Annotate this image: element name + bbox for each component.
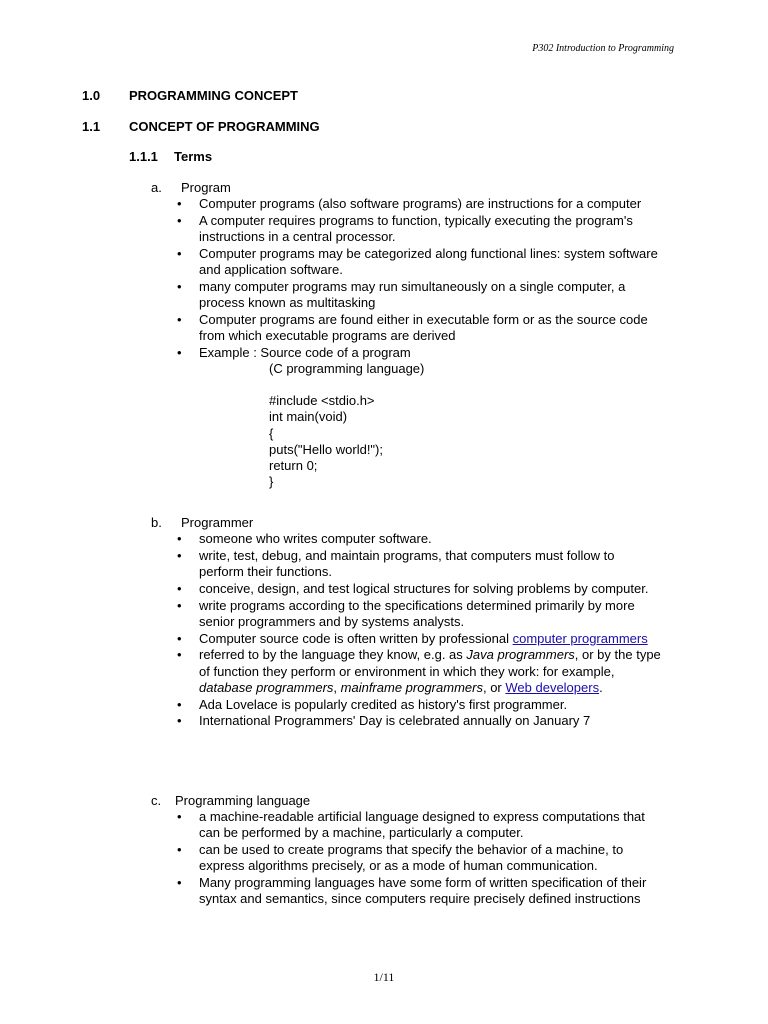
heading-2-text: CONCEPT OF PROGRAMMING: [129, 119, 320, 134]
section-title: Programming language: [175, 793, 311, 808]
heading-2: [82, 119, 482, 135]
bullet-list: [175, 531, 661, 730]
web-developers-link[interactable]: Web developers: [505, 679, 600, 695]
heading-3-number: 1.1.1: [129, 149, 158, 164]
code-line: #include <stdio.h>: [269, 393, 375, 409]
list-item-text: Computer source code is often written by professional: [199, 630, 513, 646]
list-item: • conceive, design, and test logical structures for solving problems by computer.: [175, 581, 661, 597]
bullet-list: [175, 196, 661, 491]
section-title: Program: [181, 180, 231, 195]
heading-1-text: PROGRAMMING CONCEPT: [129, 88, 298, 103]
bullet-list: [175, 809, 661, 908]
list-item-text: ,: [333, 679, 341, 695]
running-header: P302 Introduction to Programming: [532, 43, 674, 54]
list-item: • a machine-readable artificial language designed to express computations that can be performed by a machine, particularly a computer.: [175, 809, 661, 841]
section-letter: c.: [151, 793, 162, 808]
code-line: int main(void): [269, 409, 348, 425]
list-item: [175, 631, 661, 647]
heading-1-number: 1.0: [82, 88, 101, 103]
list-item-text: referred to by the language they know, e.g. as: [199, 647, 467, 663]
list-item: • someone who writes computer software.: [175, 531, 661, 547]
list-item: • Many programming languages have some form of written specification of their syntax and semantics, since computers require precisely defined instructions: [175, 875, 661, 907]
list-item-text: , or by the type of function they perform or environment in which they work: for example,: [199, 647, 661, 679]
code-line: return 0;: [269, 458, 318, 474]
list-item: • International Programmers' Day is celebrated annually on January 7: [175, 713, 661, 729]
list-item: • can be used to create programs that specify the behavior of a machine, to express algorithms precisely, or as a mode of human communication.: [175, 842, 661, 874]
section-letter: a.: [151, 180, 162, 195]
section-title: Programmer: [181, 515, 254, 530]
section-letter: b.: [151, 515, 162, 530]
heading-3-text: Terms: [174, 149, 213, 164]
list-item: • A computer requires programs to function, typically executing the program's instructions in a central processor.: [175, 213, 661, 245]
example-label: Example : Source code of a program: [199, 344, 411, 360]
list-item: • many computer programs may run simultaneously on a single computer, a process known as multitasking: [175, 279, 661, 311]
list-item: • Ada Lovelace is popularly credited as history's first programmer.: [175, 697, 661, 713]
heading-3: [129, 149, 429, 165]
list-item: • write, test, debug, and maintain programs, that computers must follow to perform their functions.: [175, 548, 661, 580]
list-item-text: .: [599, 679, 603, 695]
emphasis-java-programmers: Java programmers: [466, 647, 575, 663]
emphasis-mainframe-programmers: mainframe programmers: [340, 679, 483, 695]
code-language: (C programming language): [269, 361, 425, 376]
code-line: {: [269, 425, 274, 441]
list-item: [175, 345, 661, 491]
computer-programmers-link[interactable]: computer programmers: [512, 630, 648, 646]
heading-1: [82, 88, 482, 104]
code-line: }: [269, 474, 274, 490]
page-number: 1/11: [373, 970, 395, 984]
heading-2-number: 1.1: [82, 119, 101, 134]
list-item-text: , or: [482, 679, 506, 695]
code-block: [269, 361, 731, 490]
list-item: • write programs according to the specifications determined primarily by more senior programmers and by systems analysts.: [175, 598, 661, 630]
list-item: • Computer programs (also software programs) are instructions for a computer: [175, 196, 661, 212]
list-item: [175, 647, 661, 696]
code-line: puts("Hello world!");: [269, 441, 383, 457]
emphasis-database-programmers: database programmers: [199, 679, 334, 695]
list-item: • Computer programs may be categorized along functional lines: system software and application software.: [175, 246, 661, 278]
list-item: • Computer programs are found either in executable form or as the source code from which executable programs are derived: [175, 312, 661, 344]
